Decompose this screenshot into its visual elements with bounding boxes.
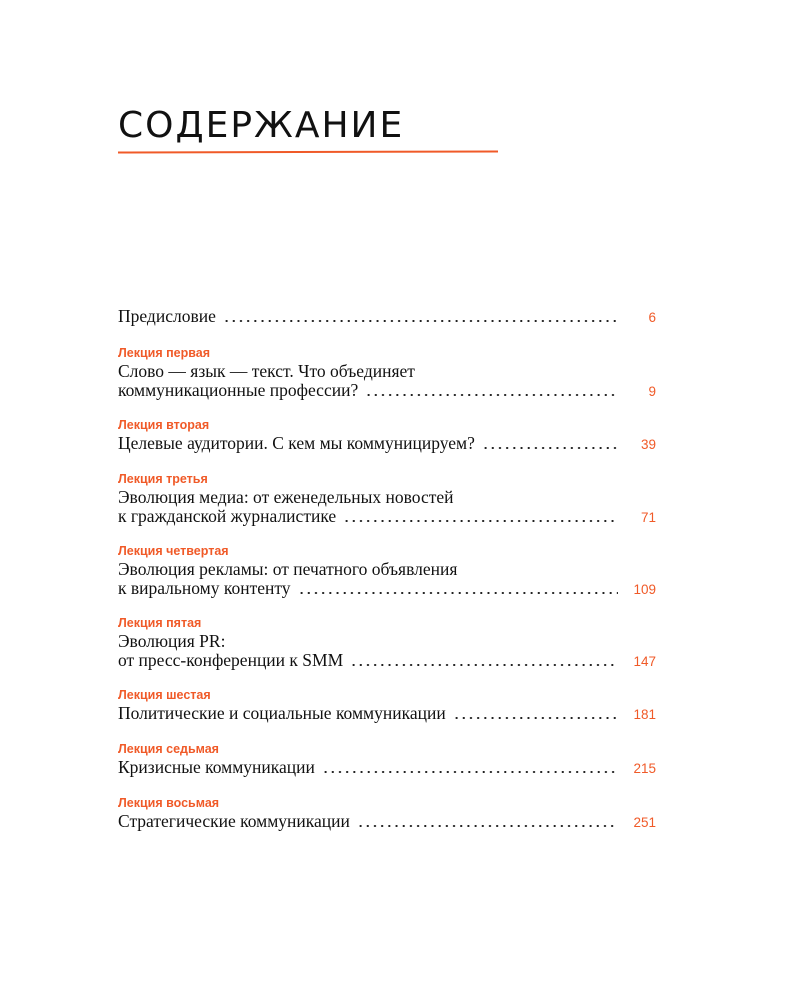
dot-leader	[453, 716, 618, 720]
toc-entry-lecture-4[interactable]	[118, 542, 656, 598]
page-number: 9	[648, 384, 656, 399]
toc-line	[118, 704, 656, 723]
toc-entry-preface[interactable]	[118, 307, 656, 326]
toc-entry-lecture-6[interactable]	[118, 686, 656, 723]
lecture-label: Лекция седьмая	[118, 742, 219, 756]
lecture-label: Лекция вторая	[118, 418, 210, 432]
toc-line	[118, 632, 656, 651]
title-underline	[118, 151, 498, 154]
page-number: 71	[640, 510, 656, 525]
page-number: 39	[640, 437, 656, 452]
toc-line	[118, 507, 656, 526]
toc-line	[118, 362, 656, 381]
page-number: 181	[633, 707, 656, 722]
page-title: СОДЕРЖАНИЕ	[118, 105, 405, 146]
lecture-label: Лекция шестая	[118, 688, 211, 702]
dot-leader	[298, 591, 618, 595]
toc-entry-lecture-7[interactable]	[118, 740, 656, 777]
dot-leader	[223, 319, 618, 323]
toc-line	[118, 812, 656, 831]
toc-line	[118, 307, 656, 326]
toc-entry-lecture-1[interactable]	[118, 344, 656, 400]
toc-entry-title: Эволюция медиа: от еженедельных новостей	[118, 487, 454, 507]
toc-line	[118, 434, 656, 453]
toc-entry-title-cont: от пресс-конференции к SMM	[118, 650, 344, 670]
toc-entry-lecture-5[interactable]	[118, 614, 656, 670]
lecture-label: Лекция восьмая	[118, 796, 220, 810]
toc-entry-lecture-8[interactable]	[118, 794, 656, 831]
page-number: 215	[633, 761, 656, 776]
dot-leader	[357, 824, 618, 828]
toc-line	[118, 758, 656, 777]
lecture-label: Лекция пятая	[118, 616, 202, 630]
toc-line	[118, 651, 656, 670]
toc-entry-title: Слово — язык — текст. Что объединяет	[118, 361, 415, 381]
toc-entry-title: Стратегические коммуникации	[118, 811, 350, 831]
toc-entry-lecture-2[interactable]	[118, 416, 656, 453]
toc-entry-title: Политические и социальные коммуникации	[118, 703, 446, 723]
dot-leader	[322, 770, 618, 774]
page-number: 251	[633, 815, 656, 830]
toc-entry-title-cont: коммуникационные профессии?	[118, 380, 359, 400]
lecture-label: Лекция первая	[118, 346, 211, 360]
toc-entry-title: Предисловие	[118, 306, 216, 326]
toc-entry-title-cont: к виральному контенту	[118, 578, 291, 598]
toc-line	[118, 579, 656, 598]
dot-leader	[482, 446, 618, 450]
toc-entry-title: Целевые аудитории. С кем мы коммуницируем?	[118, 433, 475, 453]
dot-leader	[365, 393, 618, 397]
toc-entry-lecture-3[interactable]	[118, 470, 656, 526]
toc-line	[118, 381, 656, 400]
dot-leader	[343, 519, 618, 523]
toc-entry-title-cont: к гражданской журналистике	[118, 506, 337, 526]
lecture-label: Лекция третья	[118, 472, 208, 486]
toc-line	[118, 560, 656, 579]
page-number: 109	[633, 582, 656, 597]
dot-leader	[350, 663, 618, 667]
toc-entry-title: Кризисные коммуникации	[118, 757, 315, 777]
toc-line	[118, 488, 656, 507]
page-number: 6	[648, 310, 656, 325]
toc-entry-title: Эволюция PR:	[118, 631, 226, 651]
page-number: 147	[633, 654, 656, 669]
lecture-label: Лекция четвертая	[118, 544, 229, 558]
toc-entry-title: Эволюция рекламы: от печатного объявления	[118, 559, 458, 579]
